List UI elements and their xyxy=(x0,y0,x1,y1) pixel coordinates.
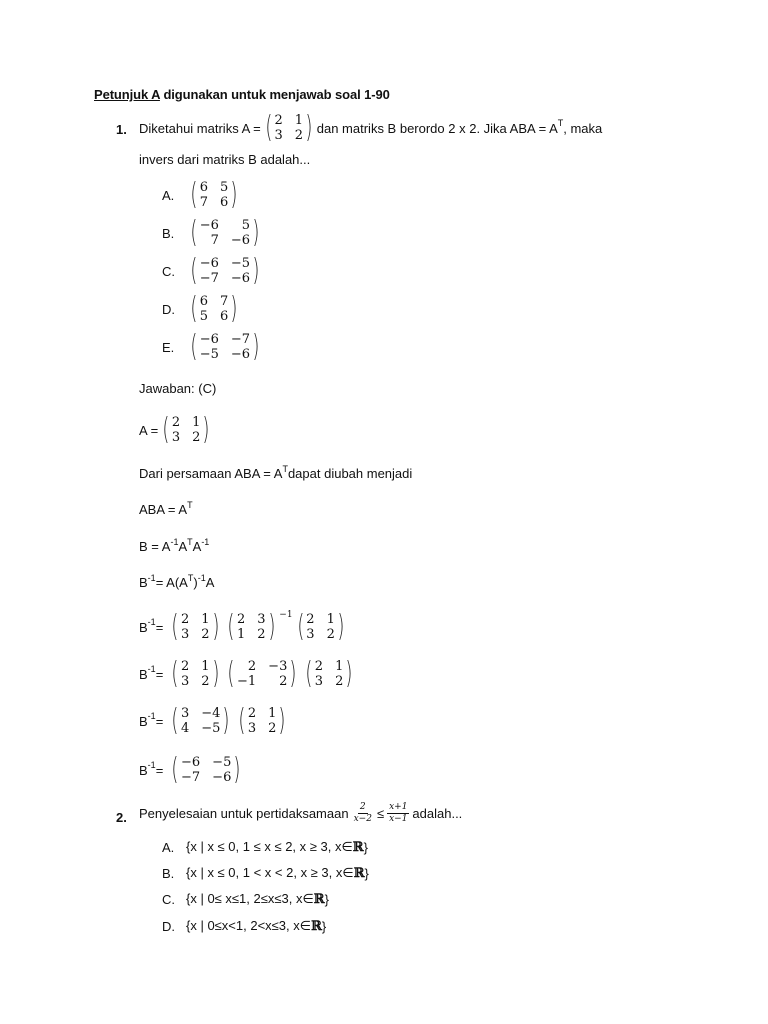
matrix-cell: 1 xyxy=(335,659,344,674)
right-paren: ) xyxy=(252,329,260,364)
right-paren: ) xyxy=(233,752,241,787)
eq3-c: = A(A xyxy=(155,575,188,590)
right-paren: ) xyxy=(345,656,353,691)
q1-option-a xyxy=(162,177,242,212)
left-paren: ( xyxy=(265,110,273,145)
option-end: } xyxy=(321,918,327,934)
matrix-cell: −6 xyxy=(199,332,219,347)
left-paren: ( xyxy=(227,656,235,691)
left-paren: ( xyxy=(171,656,179,691)
matrix-cell: 2 xyxy=(314,659,324,674)
q2-option-d xyxy=(162,918,326,934)
matrix-grid xyxy=(200,218,250,248)
matrix-cell: −6 xyxy=(230,233,251,248)
eq3-b: -1 xyxy=(147,572,156,583)
right-paren: ) xyxy=(230,177,238,212)
question-2-line-1 xyxy=(139,802,462,825)
matrix-cell: 2 xyxy=(335,674,344,689)
question-2-number: 2. xyxy=(116,810,127,825)
right-paren: ) xyxy=(202,412,210,447)
matrix-grid xyxy=(237,659,287,689)
matrix-grid xyxy=(315,659,344,689)
left-paren: ( xyxy=(190,177,198,212)
option-label: B. xyxy=(162,225,175,241)
matrix-grid xyxy=(172,415,201,445)
matrix-cell: 3 xyxy=(181,627,190,642)
header-text: digunakan untuk menjawab soal 1-90 xyxy=(159,87,390,102)
left-paren: ( xyxy=(190,215,198,250)
right-paren: ) xyxy=(252,253,260,288)
matrix-cell: 2 xyxy=(257,627,266,642)
binv-eq: = xyxy=(155,713,164,729)
matrix-cell: 5 xyxy=(220,180,229,195)
matrix-cell: 6 xyxy=(199,180,208,195)
solution-eq-2 xyxy=(139,536,210,554)
solution-eq-1 xyxy=(139,499,193,517)
matrix-cell: 2 xyxy=(294,128,304,143)
matrix-cell: 7 xyxy=(220,294,229,309)
left-paren: ( xyxy=(190,291,198,326)
step1-matrix-2 xyxy=(225,609,277,644)
step2-matrix-2 xyxy=(225,656,299,691)
fraction-left xyxy=(352,802,374,825)
eq1-text: ABA = A xyxy=(139,502,188,517)
matrix-cell: −6 xyxy=(199,256,219,271)
solution-step-1 xyxy=(139,609,349,644)
binv-label: B xyxy=(139,666,148,682)
matrix-cell: −6 xyxy=(181,755,201,770)
q2-text-before: Penyelesaian untuk pertidaksamaan xyxy=(139,806,349,821)
option-label: A. xyxy=(162,839,175,855)
q1-text-before: Diketahui matriks A = xyxy=(139,120,261,136)
matrix-cell: 2 xyxy=(268,721,277,736)
matrix-cell: −7 xyxy=(199,271,219,286)
eq1-sup: T xyxy=(187,499,193,510)
matrix-cell: −1 xyxy=(237,674,257,689)
leq-sign: ≤ xyxy=(376,806,385,821)
matrix-grid xyxy=(181,612,210,642)
q1-option-c xyxy=(162,253,264,288)
matrix-grid xyxy=(248,706,277,736)
binv-sup: -1 xyxy=(147,664,156,674)
section-header xyxy=(94,87,390,102)
matrix-cell: −7 xyxy=(230,332,251,347)
matrix-grid xyxy=(274,113,303,143)
matrix-grid xyxy=(200,294,229,324)
q1-option-e xyxy=(162,329,264,364)
matrix-cell: 2 xyxy=(326,627,335,642)
matrix-cell: 2 xyxy=(192,430,201,445)
matrix-cell: 2 xyxy=(306,612,315,627)
left-paren: ( xyxy=(305,656,313,691)
step1-matrix-1 xyxy=(169,609,221,644)
eq3-d: T xyxy=(187,572,194,583)
eq2-f: -1 xyxy=(201,536,210,547)
inverse-sup: −1 xyxy=(279,610,293,620)
matrix-cell: 3 xyxy=(247,721,257,736)
question-1-line-1 xyxy=(139,110,603,145)
binv-eq: = xyxy=(155,666,164,682)
q1-option-d xyxy=(162,291,242,326)
solution-step-3 xyxy=(139,703,290,738)
option-text: {x | 0≤ x≤1, 2≤x≤3, x∈ xyxy=(186,891,314,906)
frac-right-den: x−1 xyxy=(389,814,408,824)
matrix-grid xyxy=(306,612,335,642)
option-label: C. xyxy=(162,891,175,907)
left-paren: ( xyxy=(162,412,170,447)
eq3-f: -1 xyxy=(197,572,206,583)
option-label: B. xyxy=(162,865,175,881)
eq3-a: B xyxy=(139,575,148,590)
matrix-cell: 2 xyxy=(201,627,210,642)
dari-text: Dari persamaan ABA = A xyxy=(139,466,283,481)
right-paren: ) xyxy=(211,609,219,644)
matrix-cell: −6 xyxy=(230,271,251,286)
matrix-cell: 3 xyxy=(181,706,190,721)
binv-eq: = xyxy=(155,762,164,778)
real-set-symbol: ℝ xyxy=(313,891,325,907)
matrix-cell: 4 xyxy=(181,721,190,736)
q1-option-b xyxy=(162,215,264,250)
frac-left-den: x−2 xyxy=(353,814,372,824)
right-paren: ) xyxy=(230,291,238,326)
left-paren: ( xyxy=(171,752,179,787)
q1-sup-t: T xyxy=(557,118,564,128)
option-label: D. xyxy=(162,918,175,934)
matrix-grid xyxy=(181,659,210,689)
question-1-number: 1. xyxy=(116,122,127,137)
step1-matrix-3 xyxy=(295,609,347,644)
matrix-cell: 3 xyxy=(257,612,266,627)
matrix-cell: 3 xyxy=(314,674,324,689)
matrix-grid xyxy=(181,755,231,785)
real-set-symbol: ℝ xyxy=(311,918,322,934)
matrix-cell: −5 xyxy=(199,347,219,362)
solution-a-eq xyxy=(139,412,214,447)
option-label: C. xyxy=(162,263,175,279)
answer-line: Jawaban: (C) xyxy=(139,381,217,396)
matrix-cell: 7 xyxy=(199,195,208,210)
matrix-cell: −6 xyxy=(199,218,219,233)
matrix-cell: 2 xyxy=(247,659,257,674)
binv-sup: -1 xyxy=(147,711,156,721)
eq2-a: B = A xyxy=(139,539,171,554)
matrix-cell: 6 xyxy=(220,195,229,210)
a-eq-label: A = xyxy=(139,422,159,438)
matrix-cell: 3 xyxy=(171,430,181,445)
dari-sup-t: T xyxy=(282,463,288,474)
matrix-cell: 2 xyxy=(247,706,257,721)
step3-matrix-1 xyxy=(169,703,232,738)
option-c-matrix xyxy=(188,253,262,288)
option-text: {x | 0≤x<1, 2<x≤3, x∈ xyxy=(186,918,312,933)
binv-eq: = xyxy=(155,619,164,635)
matrix-cell: 2 xyxy=(181,659,190,674)
right-paren: ) xyxy=(222,703,230,738)
dari-end: dapat diubah menjadi xyxy=(287,466,413,481)
right-paren: ) xyxy=(211,656,219,691)
matrix-cell: −5 xyxy=(201,721,221,736)
matrix-cell: 1 xyxy=(326,612,335,627)
solution-eq-3 xyxy=(139,572,215,590)
matrix-cell: 1 xyxy=(268,706,277,721)
left-paren: ( xyxy=(171,609,179,644)
right-paren: ) xyxy=(337,609,345,644)
matrix-cell: 2 xyxy=(237,612,246,627)
matrix-a xyxy=(263,110,315,145)
eq2-c: A xyxy=(178,539,188,554)
matrix-cell: 6 xyxy=(199,294,208,309)
right-paren: ) xyxy=(278,703,286,738)
fraction-right xyxy=(387,802,409,825)
binv-sup: -1 xyxy=(147,617,156,627)
matrix-cell: −5 xyxy=(230,256,251,271)
right-paren: ) xyxy=(289,656,297,691)
frac-left-num: 2 xyxy=(359,802,366,812)
solution-step-4 xyxy=(139,752,245,787)
binv-label: B xyxy=(139,619,148,635)
matrix-cell: 2 xyxy=(274,113,283,128)
q2-option-c xyxy=(162,891,329,907)
matrix-cell: 2 xyxy=(279,674,288,689)
right-paren: ) xyxy=(267,609,275,644)
matrix-cell: 1 xyxy=(201,659,210,674)
left-paren: ( xyxy=(227,609,235,644)
eq2-e: A xyxy=(192,539,202,554)
matrix-cell: 5 xyxy=(199,309,208,324)
left-paren: ( xyxy=(190,253,198,288)
matrix-cell: 1 xyxy=(201,612,210,627)
matrix-grid xyxy=(200,332,250,362)
matrix-cell: −7 xyxy=(181,770,201,785)
matrix-cell: 3 xyxy=(274,128,283,143)
binv-sup: -1 xyxy=(147,760,156,770)
question-1-line-2: invers dari matriks B adalah... xyxy=(139,152,311,167)
matrix-cell: 3 xyxy=(181,674,190,689)
option-label: E. xyxy=(162,339,175,355)
option-text: {x | x ≤ 0, 1 ≤ x ≤ 2, x ≥ 3, x∈ xyxy=(186,839,353,854)
matrix-cell: 2 xyxy=(201,674,210,689)
matrix-cell: 1 xyxy=(294,113,304,128)
left-paren: ( xyxy=(190,329,198,364)
step3-matrix-2 xyxy=(236,703,288,738)
option-end: } xyxy=(364,865,369,881)
step2-matrix-3 xyxy=(303,656,355,691)
matrix-cell: −3 xyxy=(268,659,288,674)
q2-option-b xyxy=(162,865,369,881)
solution-dari xyxy=(139,463,413,481)
option-text: {x | x ≤ 0, 1 < x < 2, x ≥ 3, x∈ xyxy=(186,865,354,880)
solution-step-2 xyxy=(139,656,357,691)
left-paren: ( xyxy=(238,703,246,738)
q1-text-after: dan matriks B berordo 2 x 2. Jika ABA = A xyxy=(316,120,558,136)
step4-matrix-1 xyxy=(169,752,243,787)
matrix-grid xyxy=(181,706,220,736)
matrix-cell: 6 xyxy=(220,309,229,324)
matrix-cell: 2 xyxy=(181,612,190,627)
matrix-cell: −6 xyxy=(212,770,232,785)
frac-right-num: x+1 xyxy=(389,802,408,812)
q1-text-end: , maka xyxy=(563,120,603,136)
solution-matrix-a xyxy=(160,412,212,447)
matrix-cell: 1 xyxy=(237,627,246,642)
matrix-cell: −6 xyxy=(230,347,251,362)
eq3-g: A xyxy=(205,575,215,590)
eq2-d: T xyxy=(187,536,193,547)
binv-label: B xyxy=(139,713,148,729)
option-e-matrix xyxy=(188,329,262,364)
eq2-b: -1 xyxy=(170,536,179,547)
matrix-cell: 5 xyxy=(241,218,251,233)
q2-option-a xyxy=(162,839,368,855)
q2-text-after: adalah... xyxy=(412,806,463,821)
option-end: } xyxy=(363,839,368,855)
matrix-grid xyxy=(200,256,250,286)
real-set-symbol: ℝ xyxy=(353,865,365,881)
option-b-matrix xyxy=(188,215,262,250)
matrix-cell: 1 xyxy=(192,415,201,430)
right-paren: ) xyxy=(305,110,313,145)
matrix-cell: 2 xyxy=(171,415,181,430)
real-set-symbol: ℝ xyxy=(352,839,364,855)
matrix-cell: −5 xyxy=(212,755,232,770)
right-paren: ) xyxy=(252,215,260,250)
left-paren: ( xyxy=(171,703,179,738)
matrix-cell: 3 xyxy=(306,627,315,642)
step2-matrix-1 xyxy=(169,656,221,691)
left-paren: ( xyxy=(296,609,304,644)
option-d-matrix xyxy=(188,291,240,326)
option-a-matrix xyxy=(188,177,240,212)
matrix-grid xyxy=(200,180,229,210)
eq3-e: ) xyxy=(193,575,198,590)
option-label: D. xyxy=(162,301,175,317)
header-label: Petunjuk A xyxy=(94,87,160,102)
binv-label: B xyxy=(139,762,148,778)
option-end: } xyxy=(324,891,329,907)
matrix-cell: 7 xyxy=(210,233,219,248)
option-label: A. xyxy=(162,187,175,203)
matrix-grid xyxy=(237,612,266,642)
matrix-cell: −4 xyxy=(201,706,221,721)
